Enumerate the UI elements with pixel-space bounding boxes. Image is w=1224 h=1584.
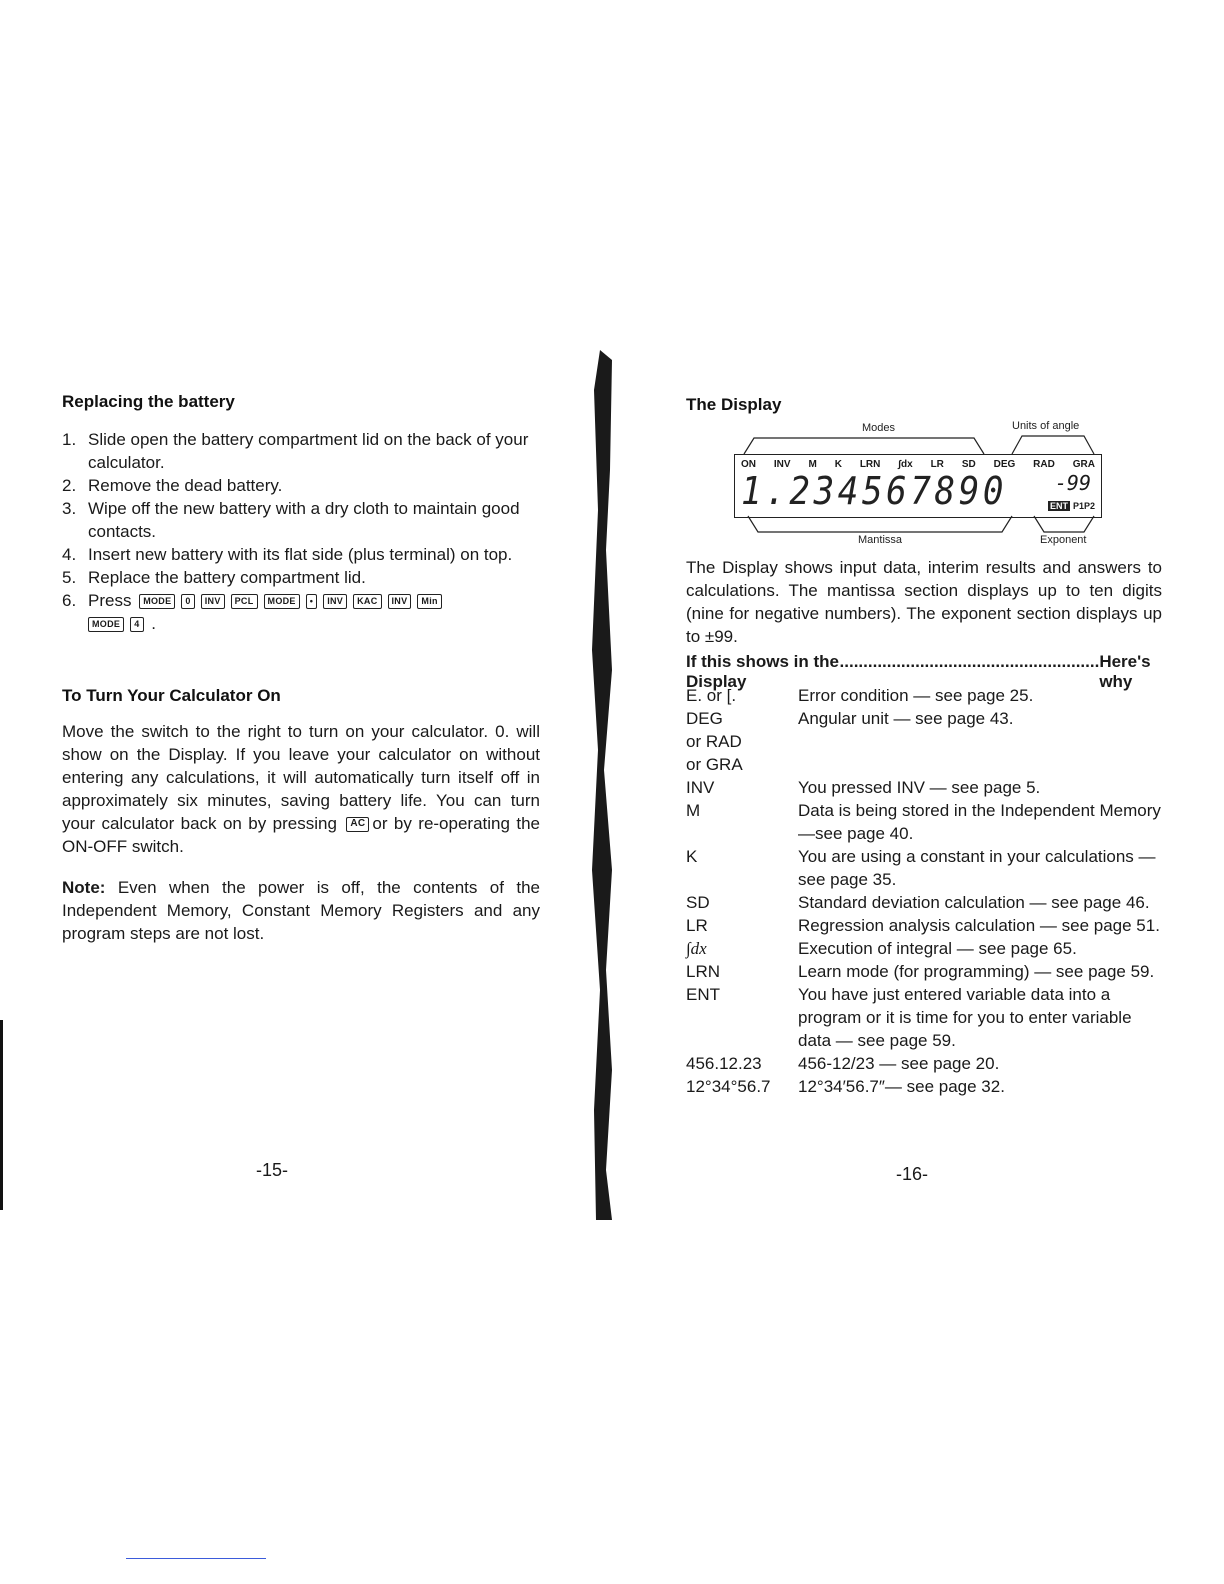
table-row: LR Regression analysis calculation — see page 51. xyxy=(686,916,1160,935)
display-diagram xyxy=(734,418,1104,552)
inv-key-icon: INV xyxy=(323,594,347,609)
note-paragraph: Note: Even when the power is off, the contents of the Independent Memory, Constant Memory Registers and any program steps are not lost. xyxy=(62,878,540,943)
ac-key-icon: AC xyxy=(346,817,369,832)
table-row: INV You pressed INV — see page 5. xyxy=(686,778,1041,797)
mode-key-icon: MODE xyxy=(264,594,300,609)
display-intro: The Display shows input data, interim results and answers to calculations. The mantissa section displays up to ten digits (nine for negative numbers). The exponent section displays up to ±99. xyxy=(686,558,1162,646)
why-header: If this shows in the Display ....................................................... Here's why xyxy=(686,652,1151,691)
zero-key-icon: 0 xyxy=(181,594,194,609)
exponent-digits: -99 xyxy=(1054,471,1091,495)
battery-heading: Replacing the battery xyxy=(62,392,235,411)
turn-on-paragraph: Move the switch to the right to turn on your calculator. 0. will show on the Display. If you leave your calculator on without entering any calculations, it will automatically turn itself off in approximately six minutes, saving battery life. You can turn your calculator back on by pressing AC or by re-operating the ON-OFF switch. xyxy=(62,722,540,856)
mode-key-icon: MODE xyxy=(88,617,124,632)
four-key-icon: 4 xyxy=(130,617,143,632)
table-row: ENT You have just entered variable data into a program or it is time for you to enter variable data — see page 59. xyxy=(686,985,1132,1050)
table-row: 12°34°56.7 12°34′56.7″— see page 32. xyxy=(686,1077,1005,1096)
table-row: ∫dx Execution of integral — see page 65. xyxy=(686,939,1077,958)
ent-indicator: ENT P1P2 xyxy=(1049,501,1095,511)
battery-steps xyxy=(62,428,540,635)
table-row: 456.12.23 456-12/23 — see page 20. xyxy=(686,1054,1000,1073)
inv-key-icon: INV xyxy=(388,594,412,609)
table-row: or GRA xyxy=(686,755,743,774)
indicator-row: ON INV M K LRN ∫dx LR SD DEG RAD GRA xyxy=(741,459,1095,470)
min-key-icon: Min xyxy=(417,594,441,609)
step-item: 3. Wipe off the new battery with a dry cloth to maintain good contacts. xyxy=(62,499,520,541)
table-row: M Data is being stored in the Independent Memory—see page 40. xyxy=(686,801,1161,843)
table-row: SD Standard deviation calculation — see page 46. xyxy=(686,893,1150,912)
kac-key-icon: KAC xyxy=(353,594,381,609)
step-item: 6. Press MODE 0 INV PCL MODE • INV KAC INV Min MODE 4 . xyxy=(62,589,540,635)
binding-shadow xyxy=(582,350,622,1220)
inv-key-icon: INV xyxy=(201,594,225,609)
table-row: LRN Learn mode (for programming) — see page 59. xyxy=(686,962,1155,981)
turn-on-heading: To Turn Your Calculator On xyxy=(62,686,281,705)
blue-rule xyxy=(126,1558,266,1559)
display-heading: The Display xyxy=(686,395,782,414)
mode-key-icon: MODE xyxy=(139,594,175,609)
mantissa-digits: 1.234567890 xyxy=(741,469,1008,513)
step-item: 2. Remove the dead battery. xyxy=(62,476,283,495)
exponent-label: Exponent xyxy=(1040,534,1087,546)
table-row: E. or [. Error condition — see page 25. xyxy=(686,686,1034,705)
step-item: 4. Insert new battery with its flat side (plus terminal) on top. xyxy=(62,545,513,564)
page-number: -16- xyxy=(896,1164,929,1184)
table-row: K You are using a constant in your calculations — see page 35. xyxy=(686,847,1156,889)
step-item: 5. Replace the battery compartment lid. xyxy=(62,568,366,587)
step-item: 1. Slide open the battery compartment lid on the back of your calculator. xyxy=(62,430,529,472)
key-sequence: MODE 0 INV PCL MODE • INV KAC INV Min MODE 4 . xyxy=(88,591,445,633)
lcd-display xyxy=(734,454,1102,518)
modes-label: Modes xyxy=(862,422,896,434)
dot-key-icon: • xyxy=(306,594,317,609)
table-row: or RAD xyxy=(686,732,742,751)
scan-edge-mark xyxy=(0,1020,3,1210)
indicator-table xyxy=(686,684,1162,1098)
units-label: Units of angle xyxy=(1012,420,1080,432)
table-row: DEG Angular unit — see page 43. xyxy=(686,709,1014,728)
mantissa-label: Mantissa xyxy=(858,534,903,546)
pcl-key-icon: PCL xyxy=(231,594,258,609)
page-number: -15- xyxy=(256,1160,289,1180)
